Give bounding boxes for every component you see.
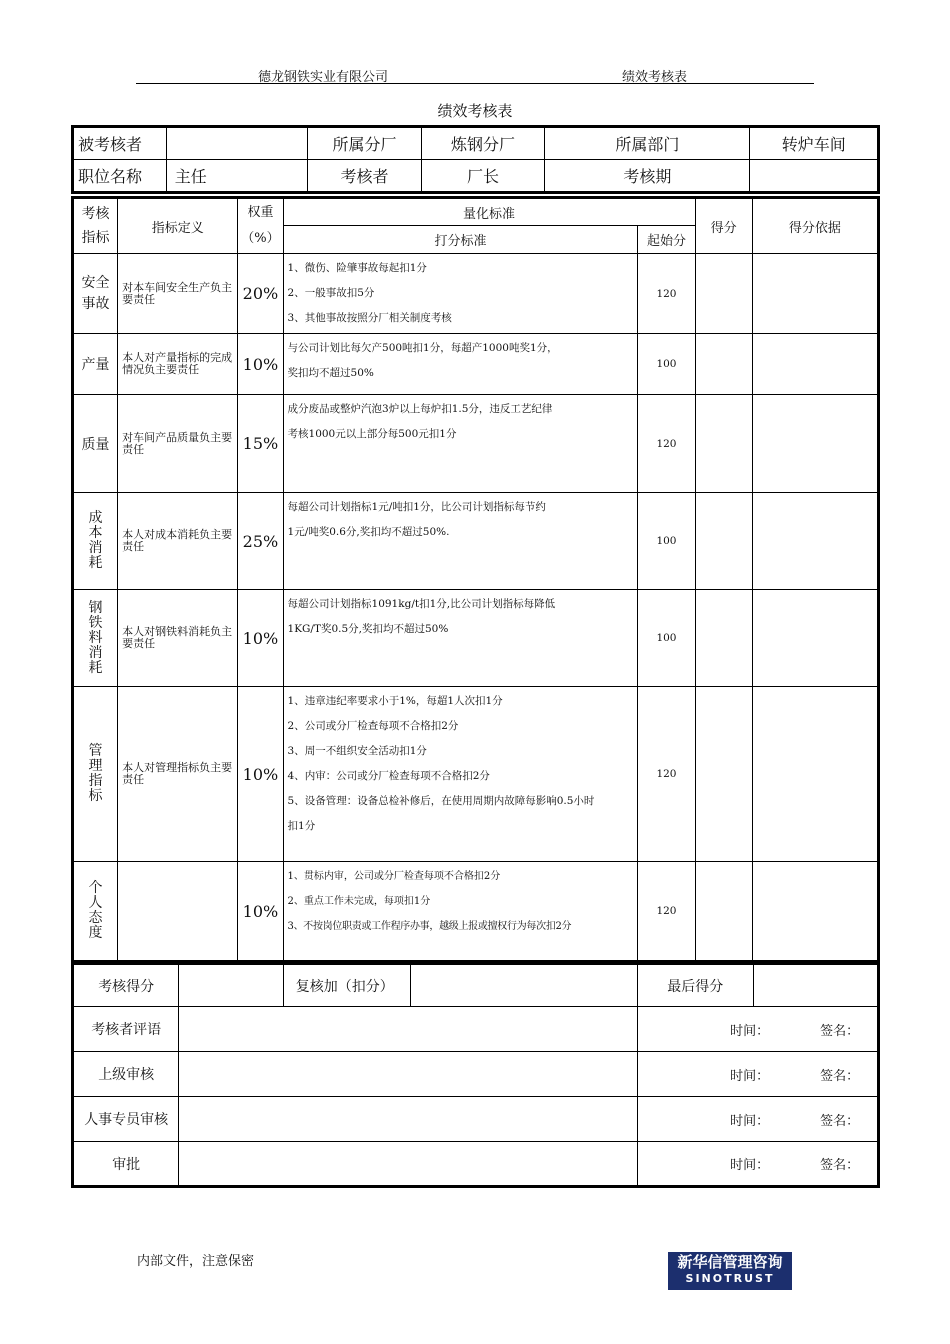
- label-final: 最后得分: [638, 964, 753, 1007]
- row-name: 质量: [73, 395, 118, 493]
- row-start: 120: [638, 687, 695, 862]
- score-value[interactable]: [179, 964, 283, 1007]
- approval-label-approve: 审批: [73, 1142, 179, 1187]
- row-name: 安全事故: [73, 254, 118, 334]
- info-table: [71, 125, 880, 194]
- assessee-value[interactable]: [166, 127, 307, 160]
- approval-content[interactable]: [179, 1052, 638, 1097]
- criteria-line: 5、设备管理：设备总检补修后，在使用周期内故障每影响0.5小时: [287, 795, 595, 807]
- row-score-cell[interactable]: [695, 254, 752, 334]
- confidential-note: 内部文件，注意保密: [137, 1254, 255, 1269]
- criteria-line: 2、公司或分厂检查每项不合格扣2分: [287, 720, 459, 732]
- approval-content[interactable]: [179, 1142, 638, 1187]
- col-score: 得分: [695, 198, 752, 254]
- row-start: 100: [638, 590, 695, 687]
- col-quant: 量化标准: [283, 198, 695, 226]
- col-start: 起始分: [638, 226, 695, 254]
- row-basis-cell[interactable]: [752, 590, 878, 687]
- row-score-cell[interactable]: [695, 334, 752, 395]
- row-definition: 本人对钢铁料消耗负主要责任: [118, 590, 238, 687]
- header-doc-name: 绩效考核表: [622, 70, 688, 85]
- logo-cn-text: 新华信管理咨询: [677, 1253, 783, 1271]
- row-start: 100: [638, 493, 695, 590]
- row-definition: 对车间产品质量负主要责任: [118, 395, 238, 493]
- period-value[interactable]: [750, 160, 879, 193]
- approval-content[interactable]: [179, 1097, 638, 1142]
- table-row: [73, 334, 879, 395]
- row-criteria: [283, 862, 638, 962]
- row-weight: 25%: [238, 493, 283, 590]
- criteria-line: 考核1000元以上部分每500元扣1分: [287, 428, 457, 440]
- row-basis-cell[interactable]: [752, 862, 878, 962]
- final-value[interactable]: [753, 964, 879, 1007]
- branch-value[interactable]: 炼钢分厂: [421, 127, 545, 160]
- row-weight: 10%: [238, 687, 283, 862]
- time-label: 时间：: [730, 1023, 770, 1039]
- criteria-line: 3、不按岗位职责或工作程序办事，越级上报或擅权行为每次扣2分: [287, 921, 572, 932]
- col-scoring: 打分标准: [283, 226, 638, 254]
- row-start: 120: [638, 862, 695, 962]
- row-basis-cell[interactable]: [752, 395, 878, 493]
- criteria-line: 1、违章违纪率要求小于1%，每超1人次扣1分: [287, 695, 503, 707]
- label-branch: 所属分厂: [308, 127, 422, 160]
- criteria-line: 3、周一不组织安全活动扣1分: [287, 745, 427, 757]
- criteria-line: 1、贯标内审，公司或分厂检查每项不合格扣2分: [287, 871, 501, 882]
- row-definition: 本人对管理指标负主要责任: [118, 687, 238, 862]
- row-criteria: [283, 687, 638, 862]
- table-row: [73, 862, 879, 962]
- row-score-cell[interactable]: [695, 687, 752, 862]
- row-criteria: [283, 334, 638, 395]
- approval-content[interactable]: [179, 1007, 638, 1052]
- assessor-value[interactable]: 厂长: [421, 160, 545, 193]
- row-weight: 10%: [238, 590, 283, 687]
- row-name: 产量: [73, 334, 118, 395]
- criteria-line: 3、其他事故按照分厂相关制度考核: [287, 312, 452, 324]
- row-definition: [118, 862, 238, 962]
- criteria-line: 4、内审：公司或分厂检查每项不合格扣2分: [287, 770, 490, 782]
- row-weight: 10%: [238, 334, 283, 395]
- criteria-line: 2、一般事故扣5分: [287, 287, 375, 299]
- sign-label: 签名：: [820, 1158, 860, 1173]
- label-position: 职位名称: [73, 160, 167, 193]
- row-weight: 20%: [238, 254, 283, 334]
- label-period: 考核期: [545, 160, 750, 193]
- row-criteria: [283, 254, 638, 334]
- time-label: 时间：: [730, 1158, 770, 1173]
- col-indicator: 考核指标: [73, 198, 118, 254]
- row-basis-cell[interactable]: [752, 334, 878, 395]
- label-assessee: 被考核者: [73, 127, 167, 160]
- criteria-line: 与公司计划比每欠产500吨扣1分，每超产1000吨奖1分，: [287, 342, 558, 354]
- row-basis-cell[interactable]: [752, 493, 878, 590]
- header-company: 德龙钢铁实业有限公司: [258, 70, 389, 85]
- criteria-line: 扣1分: [287, 820, 316, 832]
- row-criteria: [283, 395, 638, 493]
- row-name: 管理指标: [73, 687, 118, 862]
- criteria-line: 1、微伤、险肇事故每起扣1分: [287, 262, 427, 274]
- row-start: 120: [638, 254, 695, 334]
- time-label: 时间：: [730, 1068, 770, 1084]
- criteria-line: 奖扣均不超过50%: [287, 367, 374, 379]
- sign-label: 签名：: [820, 1068, 860, 1084]
- form-title: 绩效考核表: [437, 102, 513, 120]
- approval-label-superior: 上级审核: [73, 1052, 179, 1097]
- time-label: 时间：: [730, 1113, 770, 1129]
- criteria-line: 每超公司计划指标1元/吨扣1分，比公司计划指标每节约: [287, 501, 546, 513]
- table-row: [73, 254, 879, 334]
- approval-label-hr: 人事专员审核: [73, 1097, 179, 1142]
- label-score: 考核得分: [73, 964, 179, 1007]
- table-row: [73, 395, 879, 493]
- label-department: 所属部门: [545, 127, 750, 160]
- row-basis-cell[interactable]: [752, 687, 878, 862]
- approval-sign-area: [638, 1007, 879, 1052]
- criteria-line: 2、重点工作未完成，每项扣1分: [287, 896, 431, 907]
- label-assessor: 考核者: [308, 160, 422, 193]
- table-row: [73, 493, 879, 590]
- row-score-cell[interactable]: [695, 395, 752, 493]
- col-definition: 指标定义: [118, 198, 238, 254]
- approval-label-comment: 考核者评语: [73, 1007, 179, 1052]
- logo-en-text: SINOTRUST: [685, 1272, 775, 1285]
- row-definition: 对本车间安全生产负主要责任: [118, 254, 238, 334]
- col-weight-unit: （%）: [241, 231, 280, 246]
- row-definition: 本人对产量指标的完成情况负主要责任: [118, 334, 238, 395]
- sign-label: 签名：: [820, 1113, 860, 1129]
- row-name: 钢铁料消耗: [73, 590, 118, 687]
- sinotrust-logo: [668, 1252, 792, 1290]
- criteria-line: 1KG/T奖0.5分,奖扣均不超过50%: [287, 623, 449, 635]
- approval-sign-area: [638, 1097, 879, 1142]
- department-value[interactable]: 转炉车间: [750, 127, 879, 160]
- col-basis: 得分依据: [752, 198, 878, 254]
- row-start: 100: [638, 334, 695, 395]
- row-definition: 本人对成本消耗负主要责任: [118, 493, 238, 590]
- approval-sign-area: [638, 1052, 879, 1097]
- row-weight: 15%: [238, 395, 283, 493]
- row-basis-cell[interactable]: [752, 254, 878, 334]
- approval-sign-area: [638, 1142, 879, 1187]
- row-score-cell[interactable]: [695, 862, 752, 962]
- row-score-cell[interactable]: [695, 590, 752, 687]
- header-divider: [136, 83, 814, 84]
- row-name: 成本消耗: [73, 493, 118, 590]
- sign-label: 签名：: [820, 1023, 860, 1039]
- row-score-cell[interactable]: [695, 493, 752, 590]
- label-review: 复核加（扣分）: [283, 964, 410, 1007]
- indicator-table: [71, 196, 880, 963]
- approval-table: [71, 962, 880, 1188]
- row-name: 个人态度: [73, 862, 118, 962]
- table-row: [73, 687, 879, 862]
- row-weight: 10%: [238, 862, 283, 962]
- criteria-line: 成分废品或整炉汽泡3炉以上每炉扣1.5分，违反工艺纪律: [287, 403, 553, 415]
- row-criteria: [283, 493, 638, 590]
- col-weight-label: 权重: [247, 205, 274, 220]
- criteria-line: 每超公司计划指标1091kg/t扣1分,比公司计划指标每降低: [287, 598, 556, 610]
- criteria-line: 1元/吨奖0.6分,奖扣均不超过50%.: [287, 526, 450, 538]
- col-weight: [238, 198, 283, 254]
- position-value[interactable]: 主任: [166, 160, 307, 193]
- row-start: 120: [638, 395, 695, 493]
- row-criteria: [283, 590, 638, 687]
- review-value[interactable]: [411, 964, 638, 1007]
- table-row: [73, 590, 879, 687]
